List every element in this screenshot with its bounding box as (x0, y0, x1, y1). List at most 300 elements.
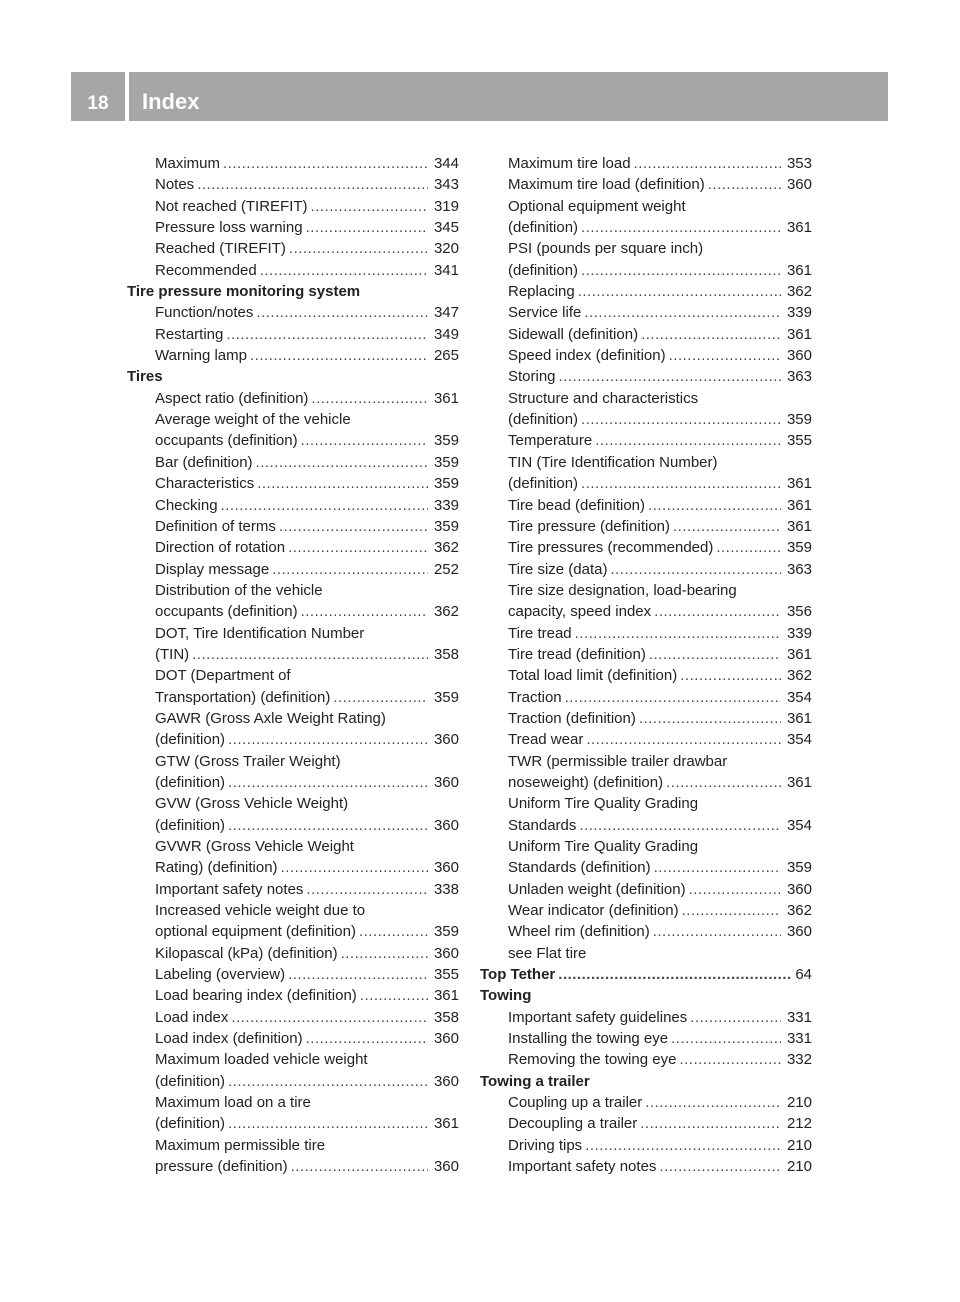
index-entry-continuation (127, 409, 459, 430)
leader-dots (256, 302, 428, 323)
leader-dots (654, 601, 781, 622)
entry-text: Structure and characteristics (508, 389, 699, 407)
page-reference[interactable]: 210 (786, 1094, 812, 1112)
index-entry (480, 495, 812, 516)
entry-text: Notes (155, 176, 195, 194)
leader-dots (585, 1135, 781, 1156)
index-entry (127, 772, 459, 793)
leader-dots (228, 729, 428, 750)
leader-dots (311, 196, 428, 217)
page-reference[interactable]: 339 (786, 304, 812, 322)
index-entry (480, 1049, 812, 1070)
leader-dots (288, 964, 428, 985)
leader-dots (306, 879, 428, 900)
leader-dots (708, 174, 781, 195)
index-entry (127, 964, 459, 985)
index-entry (127, 537, 459, 558)
page-reference[interactable]: 212 (786, 1115, 812, 1133)
entry-text: Speed index (definition) (508, 347, 666, 365)
leader-dots (256, 452, 428, 473)
index-entry (480, 302, 812, 323)
index-entry-continuation (480, 751, 812, 772)
index-entry (127, 345, 459, 366)
page-reference[interactable]: 363 (786, 368, 812, 386)
entry-text: Important safety notes (155, 880, 304, 898)
entry-text: Definition of terms (155, 517, 276, 535)
leader-dots (680, 665, 781, 686)
page-reference[interactable]: 354 (786, 731, 812, 749)
page-reference[interactable]: 354 (786, 688, 812, 706)
page-reference[interactable]: 361 (433, 1115, 459, 1133)
entry-text: Recommended (155, 261, 257, 279)
page-reference[interactable]: 332 (786, 1051, 812, 1069)
index-entry (127, 1113, 459, 1134)
page-number: 18 (87, 93, 109, 114)
entry-text: (definition) (155, 1072, 226, 1090)
index-heading (480, 985, 812, 1006)
index-entry (480, 601, 812, 622)
index-entry (127, 1156, 459, 1177)
index-entry (127, 217, 459, 238)
leader-dots (673, 516, 781, 537)
page-reference[interactable]: 360 (433, 773, 459, 791)
leader-dots (281, 857, 428, 878)
page-reference[interactable]: 361 (786, 219, 812, 237)
leader-dots (311, 388, 428, 409)
index-entry (127, 879, 459, 900)
leader-dots (260, 260, 428, 281)
leader-dots (579, 815, 781, 836)
page-reference[interactable]: 265 (433, 347, 459, 365)
index-entry-continuation (127, 751, 459, 772)
page-reference[interactable]: 343 (433, 176, 459, 194)
page-reference[interactable]: 210 (786, 1136, 812, 1154)
leader-dots (360, 985, 428, 1006)
index-entry (127, 302, 459, 323)
entry-text: (definition) (508, 411, 579, 429)
index-entry (127, 260, 459, 281)
page-reference[interactable]: 359 (786, 411, 812, 429)
entry-text: occupants (definition) (155, 432, 298, 450)
index-entry (127, 238, 459, 259)
index-entry (480, 921, 812, 942)
page-reference[interactable]: 362 (786, 667, 812, 685)
index-entry-continuation (480, 388, 812, 409)
page-reference[interactable]: 64 (795, 966, 812, 984)
index-entry (127, 687, 459, 708)
leader-dots (231, 1007, 428, 1028)
index-entry (127, 153, 459, 174)
entry-text: Towing a trailer (480, 1072, 590, 1090)
index-entry-continuation (127, 900, 459, 921)
index-entry (127, 815, 459, 836)
entry-text: (definition) (155, 731, 226, 749)
entry-text: Service life (508, 304, 582, 322)
index-entry (127, 644, 459, 665)
leader-dots (226, 324, 428, 345)
index-entry (480, 345, 812, 366)
entry-text: DOT (Department of (155, 667, 291, 685)
index-entry (480, 1135, 812, 1156)
leader-dots (689, 879, 781, 900)
index-heading (127, 281, 459, 302)
leader-dots (584, 302, 781, 323)
leader-dots (228, 815, 428, 836)
entry-text: Maximum load on a tire (155, 1094, 311, 1112)
page-reference[interactable]: 355 (433, 966, 459, 984)
page-reference[interactable]: 360 (786, 923, 812, 941)
entry-text: (definition) (155, 773, 226, 791)
entry-text: Pressure loss warning (155, 219, 303, 237)
page-reference[interactable]: 359 (433, 432, 459, 450)
index-entry (127, 729, 459, 750)
entry-text: Transportation) (definition) (155, 688, 331, 706)
index-entry (127, 473, 459, 494)
index-entry (480, 729, 812, 750)
entry-text: Sidewall (definition) (508, 325, 639, 343)
page-reference[interactable]: 339 (786, 624, 812, 642)
page-reference[interactable]: 362 (786, 902, 812, 920)
entry-text: optional equipment (definition) (155, 923, 356, 941)
page-reference[interactable]: 360 (433, 1072, 459, 1090)
leader-dots (223, 153, 428, 174)
page-reference[interactable]: 354 (786, 816, 812, 834)
page-reference[interactable]: 347 (433, 304, 459, 322)
page-reference[interactable]: 360 (786, 176, 812, 194)
index-entry (480, 281, 812, 302)
entry-text: Tire bead (definition) (508, 496, 646, 514)
index-entry (127, 495, 459, 516)
page-reference[interactable]: 359 (433, 517, 459, 535)
index-heading (480, 964, 812, 985)
page-reference[interactable]: 210 (786, 1158, 812, 1176)
page-reference[interactable]: 361 (786, 325, 812, 343)
entry-text: (definition) (508, 261, 579, 279)
entry-text: Load index (definition) (155, 1030, 303, 1048)
index-entry (480, 1007, 812, 1028)
entry-text: Restarting (155, 325, 224, 343)
entry-text: Bar (definition) (155, 453, 253, 471)
index-heading (480, 1071, 812, 1092)
entry-text: Tires (127, 368, 163, 386)
index-entry (127, 174, 459, 195)
leader-dots (558, 964, 792, 985)
index-entry (127, 430, 459, 451)
page-reference[interactable]: 359 (786, 859, 812, 877)
index-entry-continuation (127, 793, 459, 814)
index-entry-continuation (127, 1092, 459, 1113)
leader-dots (671, 1028, 781, 1049)
leader-dots (649, 644, 781, 665)
entry-text: TIN (Tire Identification Number) (508, 453, 718, 471)
page-reference[interactable]: 319 (433, 197, 459, 215)
page-reference[interactable]: 331 (786, 1008, 812, 1026)
index-entry (480, 217, 812, 238)
leader-dots (639, 708, 781, 729)
index-entry (127, 601, 459, 622)
entry-text: Maximum tire load (508, 155, 631, 172)
leader-dots (659, 1156, 781, 1177)
leader-dots (221, 495, 428, 516)
page-reference[interactable]: 358 (433, 1008, 459, 1026)
entry-text: Direction of rotation (155, 539, 286, 557)
page-reference[interactable]: 359 (786, 539, 812, 557)
index-column-left (127, 153, 459, 1178)
leader-dots (250, 345, 428, 366)
page-reference[interactable]: 361 (786, 709, 812, 727)
entry-text: Important safety guidelines (508, 1008, 688, 1026)
entry-text: Maximum permissible tire (155, 1136, 326, 1154)
index-entry (127, 943, 459, 964)
page-reference[interactable]: 361 (786, 261, 812, 279)
entry-text: (definition) (155, 1115, 226, 1133)
leader-dots (288, 537, 428, 558)
entry-text: Standards (508, 816, 577, 834)
page-reference[interactable]: 361 (786, 773, 812, 791)
entry-text: Uniform Tire Quality Grading (508, 795, 699, 813)
index-entry (480, 409, 812, 430)
index-entry-continuation (480, 196, 812, 217)
index-entry (480, 1156, 812, 1177)
index-entry (480, 665, 812, 686)
entry-text: occupants (definition) (155, 603, 298, 621)
page-reference[interactable]: 362 (786, 283, 812, 301)
entry-text: Tire size designation, load-bearing (508, 581, 737, 599)
index-entry-continuation (127, 665, 459, 686)
leader-dots (666, 772, 781, 793)
entry-text: Display message (155, 560, 270, 578)
page-reference[interactable]: 359 (433, 475, 459, 493)
page-reference[interactable]: 361 (786, 517, 812, 535)
page-reference[interactable]: 359 (433, 923, 459, 941)
entry-text: Maximum (155, 155, 221, 172)
leader-dots (228, 1071, 428, 1092)
page-reference[interactable]: 360 (433, 944, 459, 962)
index-entry (480, 687, 812, 708)
entry-text: Total load limit (definition) (508, 667, 678, 685)
entry-text: Not reached (TIREFIT) (155, 197, 308, 215)
leader-dots (595, 430, 781, 451)
index-entry (480, 430, 812, 451)
index-entry (480, 815, 812, 836)
page-reference[interactable]: 361 (786, 475, 812, 493)
leader-dots (682, 900, 781, 921)
page-reference[interactable]: 360 (433, 859, 459, 877)
entry-text: capacity, speed index (508, 603, 652, 621)
index-entry (127, 1007, 459, 1028)
entry-text: Top Tether (480, 966, 556, 984)
leader-dots (690, 1007, 781, 1028)
page-reference[interactable]: 362 (433, 603, 459, 621)
index-entry (480, 1028, 812, 1049)
entry-text: (definition) (508, 475, 579, 493)
page-reference[interactable]: 361 (786, 496, 812, 514)
entry-text: Temperature (508, 432, 593, 450)
leader-dots (559, 366, 781, 387)
entry-text: Maximum loaded vehicle weight (155, 1051, 368, 1069)
entry-text: Reached (TIREFIT) (155, 240, 286, 258)
index-entry (480, 900, 812, 921)
leader-dots (333, 687, 428, 708)
page-title: Index (142, 89, 200, 114)
entry-text: Warning lamp (155, 347, 247, 365)
entry-text: Wheel rim (definition) (508, 923, 650, 941)
entry-text: Decoupling a trailer (508, 1115, 638, 1133)
leader-dots (669, 345, 781, 366)
entry-text: Traction (508, 688, 562, 706)
index-entry (480, 857, 812, 878)
entry-text: Load bearing index (definition) (155, 987, 357, 1005)
leader-dots (581, 473, 781, 494)
leader-dots (641, 324, 781, 345)
entry-text: Coupling up a trailer (508, 1094, 643, 1112)
entry-text: Tire tread (508, 624, 572, 642)
entry-text: pressure (definition) (155, 1158, 288, 1176)
page-reference[interactable]: 360 (786, 347, 812, 365)
entry-text: Tread wear (508, 731, 584, 749)
page-reference[interactable]: 356 (786, 603, 812, 621)
entry-text: Traction (definition) (508, 709, 636, 727)
index-entry (480, 516, 812, 537)
index-entry-continuation (127, 836, 459, 857)
page-reference[interactable]: 363 (786, 560, 812, 578)
index-entry (480, 260, 812, 281)
leader-dots (716, 537, 781, 558)
entry-text: PSI (pounds per square inch) (508, 240, 704, 258)
index-entry (480, 1113, 812, 1134)
index-entry-continuation (127, 1049, 459, 1070)
page-reference[interactable]: 359 (433, 453, 459, 471)
entry-text: noseweight) (definition) (508, 773, 664, 791)
page-reference[interactable]: 345 (433, 219, 459, 237)
entry-text: Tire pressure monitoring system (127, 283, 361, 301)
entry-text: Labeling (overview) (155, 966, 286, 984)
index-entry (480, 772, 812, 793)
entry-text: Removing the towing eye (508, 1051, 677, 1069)
leader-dots (640, 1113, 781, 1134)
page-reference[interactable]: 320 (433, 240, 459, 258)
page-reference[interactable]: 359 (433, 688, 459, 706)
entry-text: Uniform Tire Quality Grading (508, 838, 699, 855)
page-reference[interactable]: 360 (433, 1158, 459, 1176)
page-reference[interactable]: 331 (786, 1030, 812, 1048)
entry-text: Unladen weight (definition) (508, 880, 686, 898)
leader-dots (581, 260, 781, 281)
page-reference[interactable]: 349 (433, 325, 459, 343)
entry-text: Optional equipment weight (508, 197, 686, 215)
entry-text: Kilopascal (kPa) (definition) (155, 944, 338, 962)
entry-text: Tire tread (definition) (508, 645, 646, 663)
entry-text: GVWR (Gross Vehicle Weight (155, 838, 354, 855)
leader-dots (581, 409, 781, 430)
page-reference[interactable]: 353 (786, 155, 812, 172)
leader-dots (257, 473, 428, 494)
leader-dots (359, 921, 428, 942)
page-reference[interactable]: 338 (433, 880, 459, 898)
page-reference[interactable]: 360 (433, 816, 459, 834)
page-reference[interactable]: 361 (786, 645, 812, 663)
index-entry (127, 921, 459, 942)
index-entry-continuation (127, 623, 459, 644)
leader-dots (279, 516, 428, 537)
index-entry (127, 857, 459, 878)
index-entry (127, 388, 459, 409)
entry-text: see Flat tire (508, 944, 587, 962)
leader-dots (192, 644, 428, 665)
page-reference[interactable]: 362 (433, 539, 459, 557)
index-column-right (480, 153, 812, 1178)
entry-text: GTW (Gross Trailer Weight) (155, 752, 341, 770)
entry-text: Average weight of the vehicle (155, 411, 351, 429)
page-reference[interactable]: 360 (433, 731, 459, 749)
index-entry (480, 708, 812, 729)
page-reference[interactable]: 358 (433, 645, 459, 663)
leader-dots (645, 1092, 781, 1113)
page-reference[interactable]: 344 (433, 155, 459, 172)
index-entry (127, 516, 459, 537)
page-reference[interactable]: 355 (786, 432, 812, 450)
entry-text: Aspect ratio (definition) (155, 389, 309, 407)
index-entry (480, 153, 812, 174)
page-reference[interactable]: 339 (433, 496, 459, 514)
index-heading (127, 366, 459, 387)
index-entry (480, 623, 812, 644)
entry-text: Driving tips (508, 1136, 583, 1154)
index-entry-continuation (127, 580, 459, 601)
entry-text: (TIN) (155, 645, 190, 663)
page-reference[interactable]: 360 (786, 880, 812, 898)
index-entry (480, 559, 812, 580)
entry-text: (definition) (508, 219, 579, 237)
page-reference[interactable]: 361 (433, 389, 459, 407)
leader-dots (341, 943, 428, 964)
leader-dots (228, 1113, 428, 1134)
index-entry (127, 196, 459, 217)
leader-dots (565, 687, 781, 708)
leader-dots (654, 857, 781, 878)
index-entry (127, 452, 459, 473)
entry-text: Standards (definition) (508, 859, 651, 877)
index-entry-continuation (480, 943, 812, 964)
index-entry-continuation (127, 708, 459, 729)
index-entry (127, 985, 459, 1006)
index-entry (127, 559, 459, 580)
leader-dots (634, 153, 781, 174)
index-entry (480, 473, 812, 494)
header-divider (125, 72, 129, 121)
page-reference[interactable]: 360 (433, 1030, 459, 1048)
leader-dots (653, 921, 781, 942)
page-reference[interactable]: 252 (433, 560, 459, 578)
index-entry (127, 1071, 459, 1092)
leader-dots (291, 1156, 428, 1177)
page-reference[interactable]: 341 (433, 261, 459, 279)
entry-text: Maximum tire load (definition) (508, 176, 705, 194)
index-entry (480, 644, 812, 665)
entry-text: Distribution of the vehicle (155, 581, 323, 599)
entry-text: Characteristics (155, 475, 255, 493)
index-entry (480, 324, 812, 345)
entry-text: Increased vehicle weight due to (155, 902, 366, 920)
index-entry-continuation (127, 1135, 459, 1156)
page-reference[interactable]: 361 (433, 987, 459, 1005)
index-entry (480, 1092, 812, 1113)
index-entry-continuation (480, 836, 812, 857)
index-entry (480, 366, 812, 387)
entry-text: (definition) (155, 816, 226, 834)
index-entry-continuation (480, 238, 812, 259)
entry-text: GAWR (Gross Axle Weight Rating) (155, 709, 386, 727)
